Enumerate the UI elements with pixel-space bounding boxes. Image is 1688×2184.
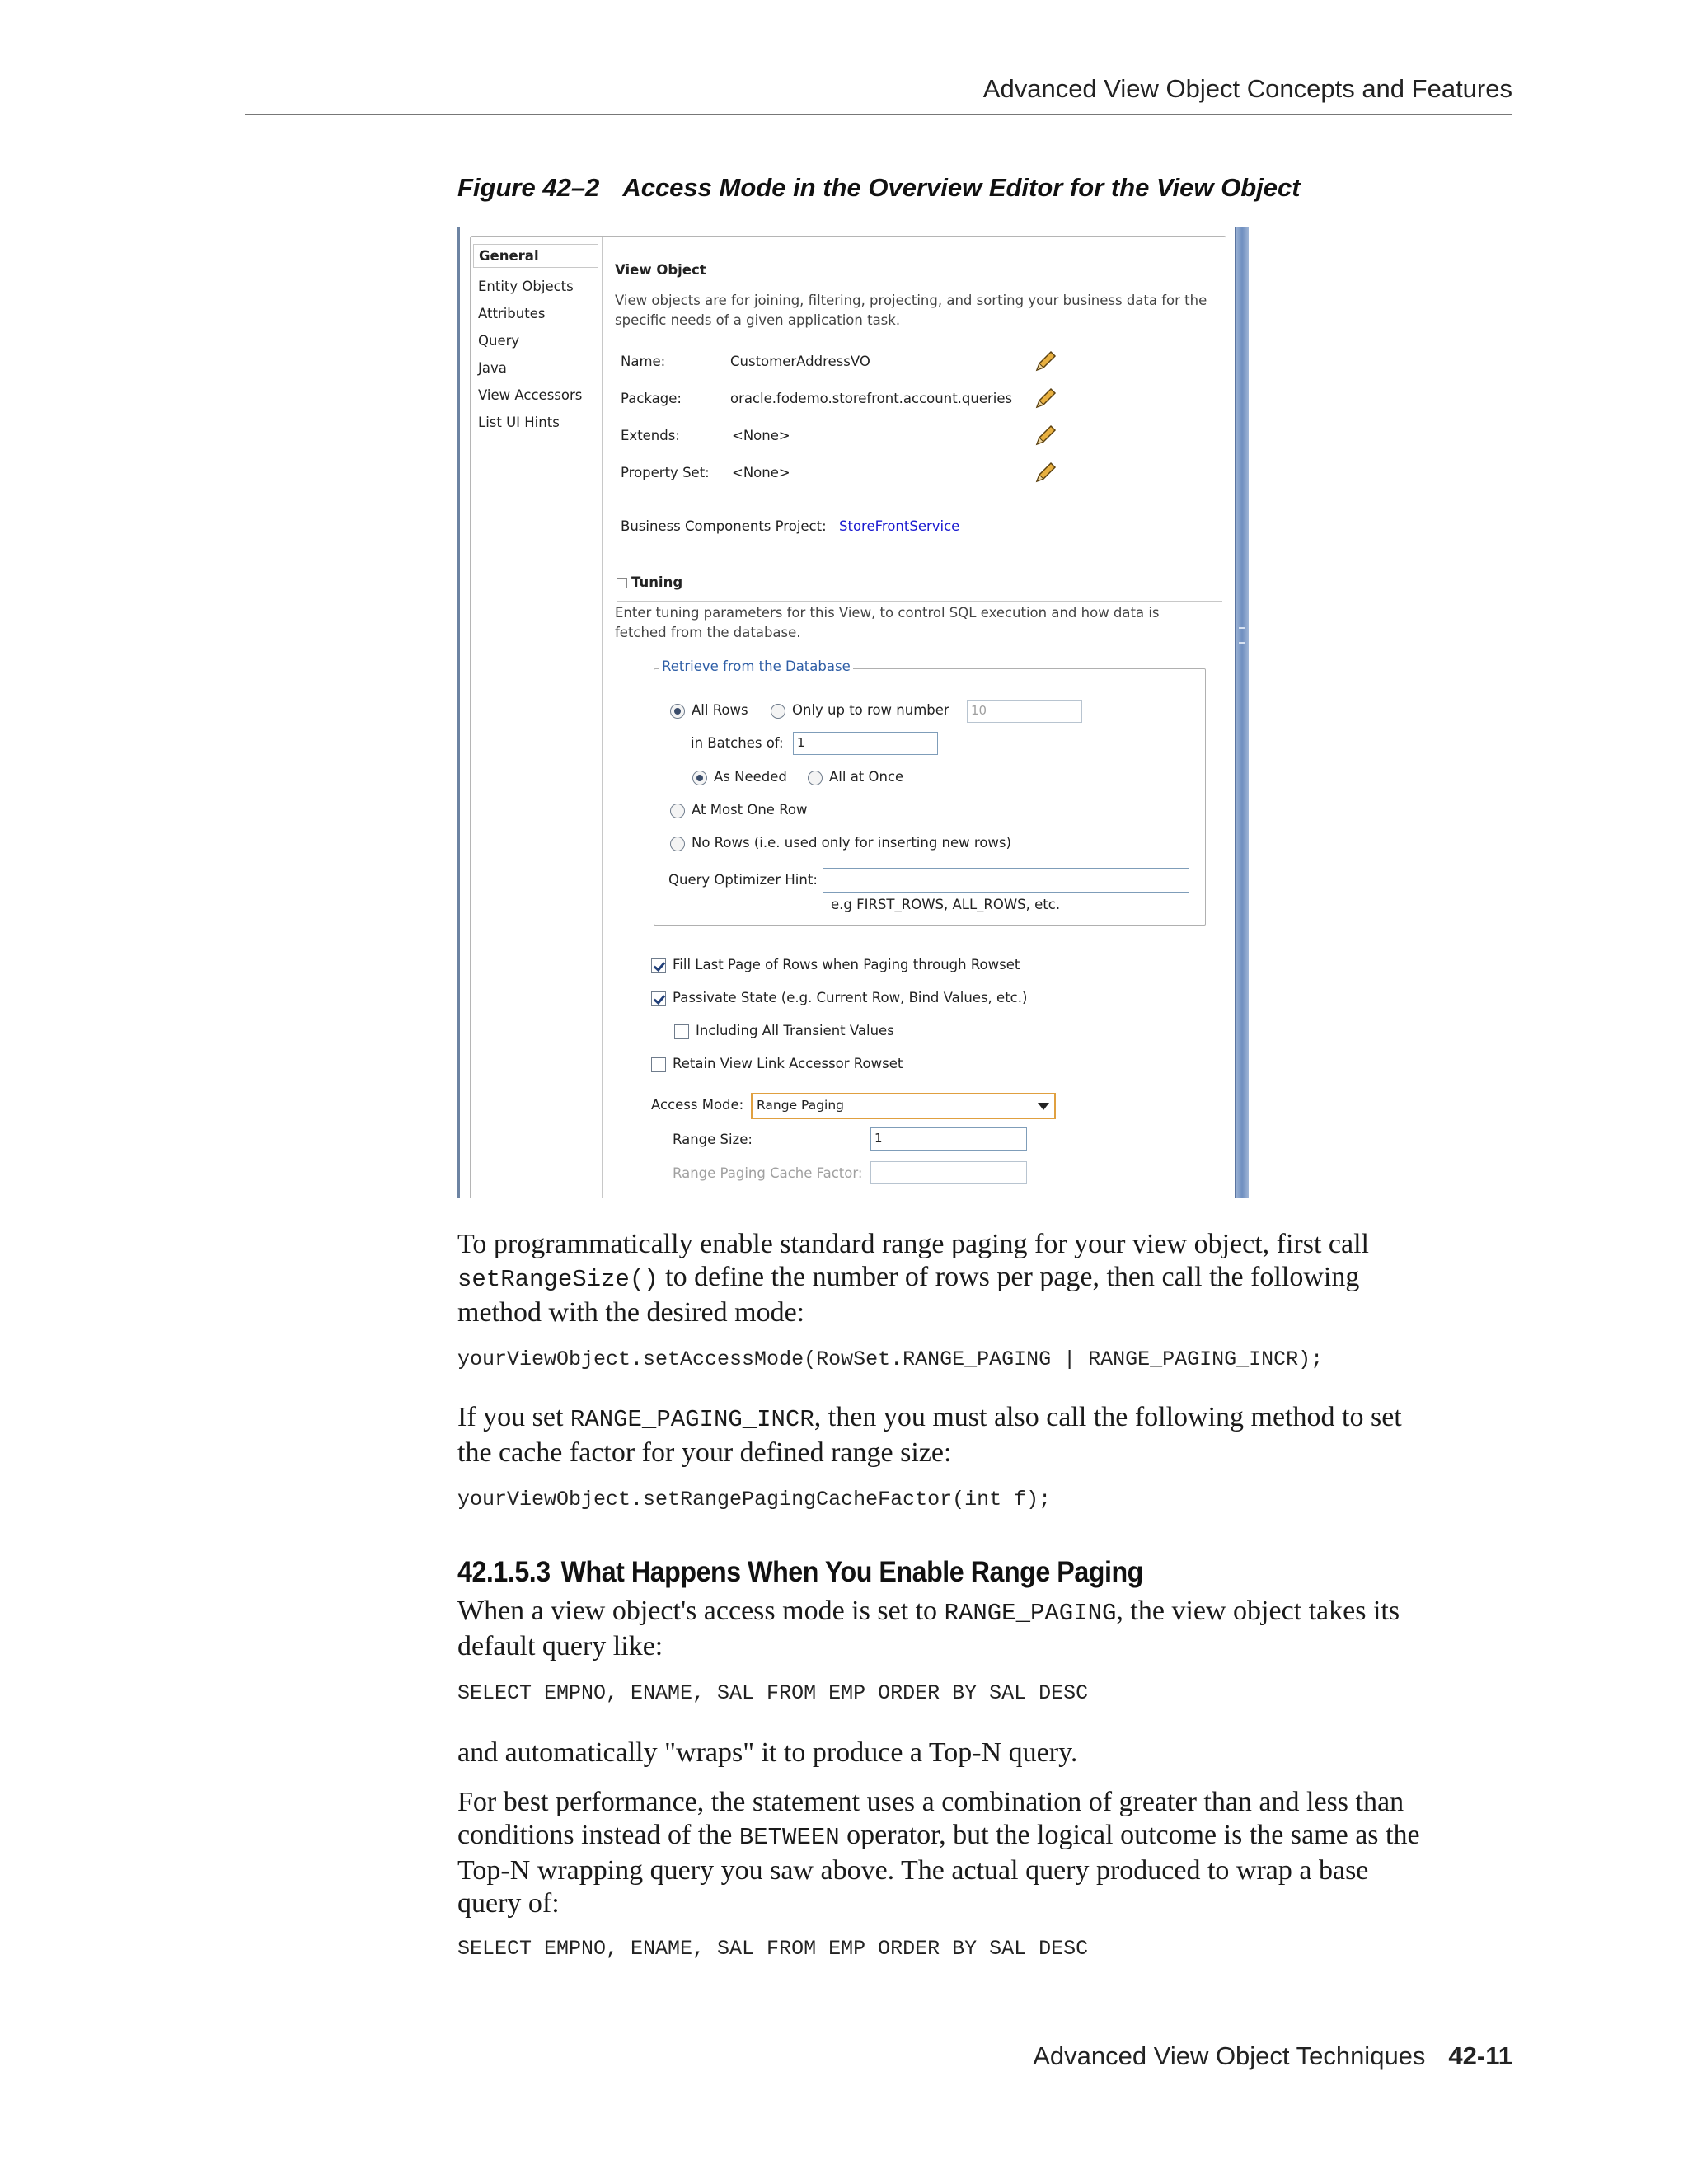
batches-label: in Batches of: — [691, 735, 784, 751]
retain-accessor-checkbox[interactable] — [651, 1057, 666, 1072]
edit-pencil-icon[interactable] — [1033, 387, 1057, 411]
paragraph-4: and automatically "wraps" it to produce a Top-N query. — [457, 1737, 1078, 1768]
code-block-2: yourViewObject.setRangePagingCacheFactor(int f); — [457, 1488, 1052, 1511]
collapse-icon[interactable] — [617, 578, 627, 588]
only-up-to-radio[interactable] — [771, 704, 785, 719]
name-value: CustomerAddressVO — [730, 354, 870, 369]
paragraph-2 — [457, 1401, 1402, 1469]
cache-factor-input[interactable] — [870, 1161, 1027, 1184]
paragraph-2-text: , then you must also call the following method to set — [814, 1402, 1402, 1432]
nav-query[interactable]: Query — [478, 333, 520, 349]
paragraph-3-text: When a view object's access mode is set to — [457, 1596, 945, 1626]
paragraph-5-line-1: For best performance, the statement uses a combination of greater than and less than — [457, 1787, 1404, 1817]
tuning-description: Enter tuning parameters for this View, to control SQL execution and how data is fetched from the database. — [615, 605, 1160, 640]
section-divider — [617, 601, 1222, 602]
extends-value: <None> — [732, 428, 790, 443]
paragraph-1-line-2 — [457, 1261, 1369, 1296]
fill-last-page-checkbox[interactable] — [651, 958, 666, 973]
optimizer-hint-example: e.g FIRST_ROWS, ALL_ROWS, etc. — [831, 897, 1061, 912]
code-block-4: SELECT EMPNO, ENAME, SAL FROM EMP ORDER BY SAL DESC — [457, 1937, 1089, 1961]
paragraph-3-line-1 — [457, 1595, 1400, 1630]
including-transient-label: Including All Transient Values — [696, 1023, 894, 1038]
dropdown-arrow-icon — [1038, 1103, 1049, 1110]
extends-label: Extends: — [621, 428, 680, 443]
section-title: What Happens When You Enable Range Paging — [560, 1556, 1143, 1588]
property-set-value: <None> — [732, 465, 790, 480]
page-number: 42-11 — [1448, 2041, 1512, 2070]
fill-last-page-label: Fill Last Page of Rows when Paging through Rowset — [673, 957, 1020, 972]
section-number: 42.1.5.3 — [457, 1556, 551, 1588]
only-up-to-label: Only up to row number — [792, 702, 950, 718]
paragraph-3 — [457, 1595, 1400, 1663]
all-at-once-radio[interactable] — [808, 771, 823, 785]
as-needed-radio[interactable] — [692, 771, 707, 785]
at-most-one-row-radio[interactable] — [670, 804, 685, 818]
project-label: Business Components Project: — [621, 518, 827, 534]
paragraph-1 — [457, 1228, 1369, 1329]
nav-list-ui-hints[interactable]: List UI Hints — [478, 415, 560, 430]
all-rows-radio[interactable] — [670, 704, 685, 719]
inline-code: RANGE_PAGING_INCR — [570, 1406, 814, 1433]
passivate-state-label: Passivate State (e.g. Current Row, Bind Values, etc.) — [673, 990, 1028, 1005]
batches-input[interactable]: 1 — [793, 732, 938, 755]
access-mode-select[interactable] — [751, 1093, 1056, 1119]
range-size-label: Range Size: — [673, 1132, 753, 1147]
editor-nav — [471, 237, 603, 1198]
paragraph-5-line-4: query of: — [457, 1888, 560, 1919]
view-object-description: View objects are for joining, filtering, projecting, and sorting your business data for the specific needs of a given application task. — [615, 293, 1207, 328]
section-heading — [457, 1556, 1143, 1589]
paragraph-3-line-2: default query like: — [457, 1631, 663, 1661]
paragraph-2-text: If you set — [457, 1402, 570, 1432]
range-size-input[interactable]: 1 — [870, 1127, 1027, 1151]
retain-accessor-label: Retain View Link Accessor Rowset — [673, 1056, 903, 1071]
nav-entity-objects[interactable]: Entity Objects — [478, 279, 574, 294]
paragraph-5 — [457, 1786, 1420, 1920]
paragraph-1-line-1: To programmatically enable standard range paging for your view object, first call — [457, 1229, 1369, 1259]
scrollbar-grip[interactable] — [1239, 627, 1245, 644]
cache-factor-label: Range Paging Cache Factor: — [673, 1165, 863, 1181]
inline-code: RANGE_PAGING — [944, 1600, 1117, 1627]
no-rows-label: No Rows (i.e. used only for inserting new rows) — [692, 835, 1011, 851]
header-rule — [245, 114, 1512, 115]
paragraph-1-line-3: method with the desired mode: — [457, 1297, 805, 1328]
project-link[interactable]: StoreFrontService — [839, 518, 960, 534]
overview-editor-screenshot — [457, 227, 1249, 1198]
access-mode-value: Range Paging — [757, 1098, 845, 1113]
name-label: Name: — [621, 354, 666, 369]
at-most-one-row-label: At Most One Row — [692, 802, 808, 818]
nav-attributes[interactable]: Attributes — [478, 306, 546, 321]
view-object-title: View Object — [615, 262, 706, 278]
nav-java[interactable]: Java — [478, 360, 507, 376]
all-rows-label: All Rows — [692, 702, 748, 718]
running-footer — [245, 2041, 1512, 2071]
figure-title: Access Mode in the Overview Editor for the View Object — [622, 173, 1301, 202]
access-mode-label: Access Mode: — [651, 1097, 744, 1113]
all-at-once-label: All at Once — [829, 769, 904, 785]
paragraph-5-line-2 — [457, 1819, 1420, 1854]
paragraph-2-line-2: the cache factor for your defined range size: — [457, 1437, 952, 1468]
optimizer-hint-label: Query Optimizer Hint: — [668, 872, 818, 888]
inline-code: BETWEEN — [738, 1824, 840, 1851]
running-header: Advanced View Object Concepts and Features — [982, 74, 1512, 103]
as-needed-label: As Needed — [714, 769, 787, 785]
code-block-1: yourViewObject.setAccessMode(RowSet.RANGE_PAGING | RANGE_PAGING_INCR); — [457, 1347, 1324, 1371]
paragraph-5-text: operator, but the logical outcome is the same as the — [839, 1820, 1420, 1850]
paragraph-2-line-1 — [457, 1401, 1402, 1436]
vertical-scrollbar[interactable] — [1235, 227, 1249, 1198]
code-block-3: SELECT EMPNO, ENAME, SAL FROM EMP ORDER BY SAL DESC — [457, 1681, 1089, 1705]
package-value: oracle.fodemo.storefront.account.queries — [730, 391, 1013, 406]
paragraph-5-text: conditions instead of the — [457, 1820, 739, 1850]
property-set-label: Property Set: — [621, 465, 710, 480]
inline-code: setRangeSize() — [457, 1266, 659, 1293]
paragraph-5-line-3: Top-N wrapping query you saw above. The actual query produced to wrap a base — [457, 1855, 1369, 1886]
figure-number: Figure 42–2 — [457, 173, 600, 202]
package-label: Package: — [621, 391, 682, 406]
passivate-state-checkbox[interactable] — [651, 991, 666, 1006]
paragraph-3-text: , the view object takes its — [1116, 1596, 1400, 1626]
nav-general[interactable]: General — [473, 244, 598, 268]
edit-pencil-icon[interactable] — [1033, 349, 1057, 374]
optimizer-hint-input[interactable] — [823, 868, 1189, 893]
paragraph-1-text: to define the number of rows per page, then call the following — [658, 1262, 1360, 1292]
footer-chapter: Advanced View Object Techniques — [1033, 2041, 1426, 2070]
including-transient-checkbox[interactable] — [674, 1024, 689, 1039]
no-rows-radio[interactable] — [670, 837, 685, 851]
edit-pencil-icon[interactable] — [1033, 461, 1057, 485]
tuning-title: Tuning — [631, 574, 683, 590]
edit-pencil-icon[interactable] — [1033, 424, 1057, 448]
retrieve-groupbox-title: Retrieve from the Database — [659, 658, 853, 674]
row-number-input[interactable]: 10 — [967, 700, 1082, 723]
figure-caption — [457, 173, 1301, 203]
nav-view-accessors[interactable]: View Accessors — [478, 387, 583, 403]
